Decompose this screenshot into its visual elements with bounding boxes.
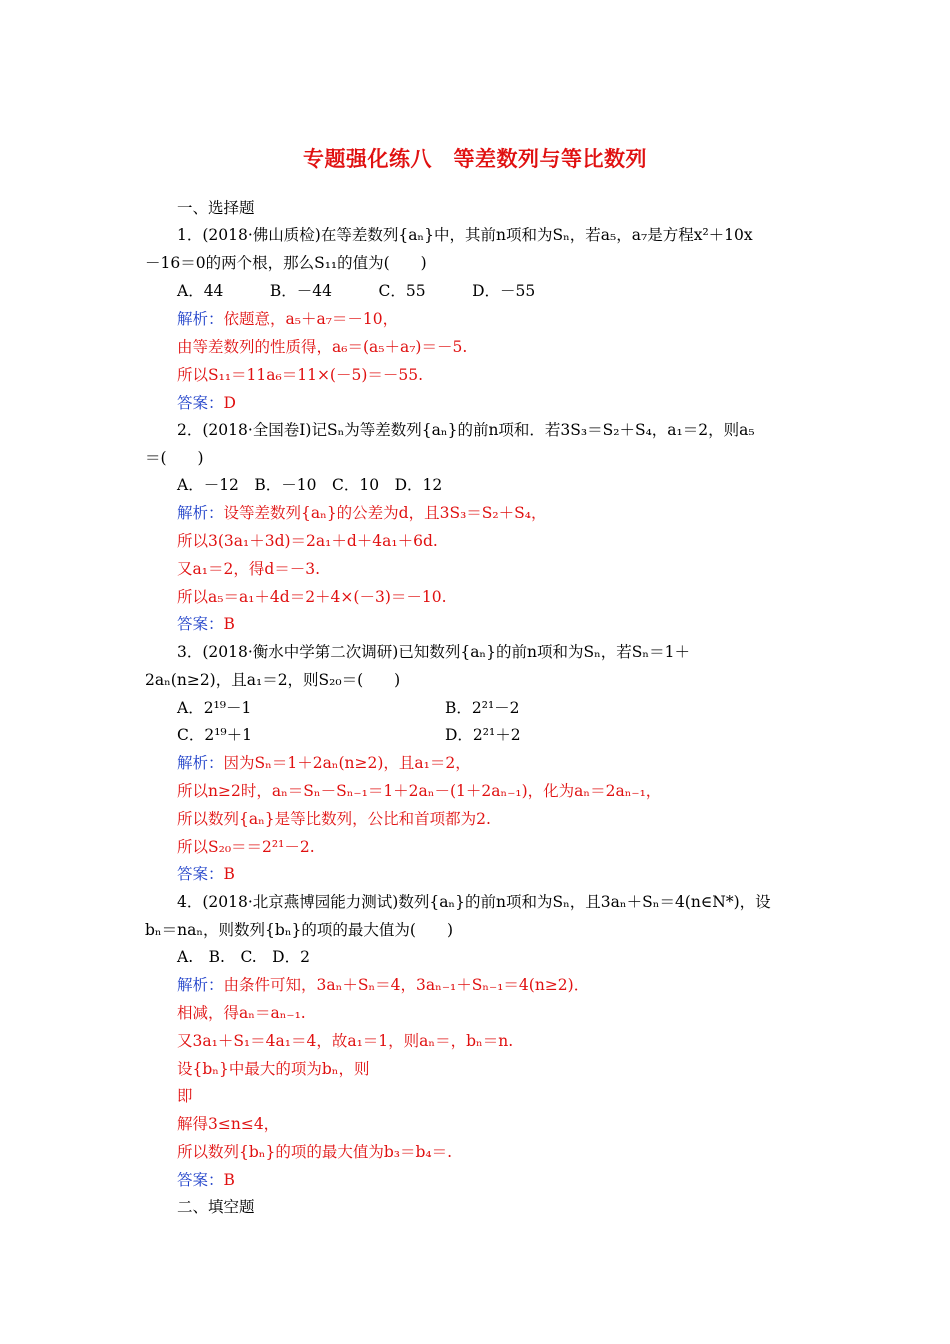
q2-solution-4: 所以a₅＝a₁＋4d＝2＋4×(－3)＝－10. (177, 588, 447, 606)
question-1-text-cont: －16＝0的两个根，那么S₁₁的值为( ) (145, 254, 427, 272)
q4-solution-3: 又3a₁＋S₁＝4a₁＝4，故a₁＝1，则aₙ＝，bₙ＝n. (177, 1032, 514, 1050)
q1-solution-1: 解析：依题意，a₅＋a₇＝－10， (177, 310, 399, 328)
q4-solution-2: 相减，得aₙ＝aₙ₋₁. (177, 1004, 306, 1022)
q4-solution-5: 即 (177, 1087, 193, 1105)
q3-solution-4: 所以S₂₀＝＝2²¹－2. (177, 838, 315, 856)
q3-solution-1: 解析：因为Sₙ＝1＋2aₙ(n≥2)，且a₁＝2， (177, 754, 471, 772)
q1-solution-2: 由等差数列的性质得，a₆＝(a₅＋a₇)＝－5. (177, 338, 468, 356)
answer-label: 答案： (177, 615, 224, 633)
q2-solution-2: 所以3(3a₁＋3d)＝2a₁＋d＋4a₁＋6d. (177, 532, 438, 550)
page-title: 专题强化练八 等差数列与等比数列 (303, 147, 647, 171)
q1-solution-3: 所以S₁₁＝11a₆＝11×(－5)＝－55. (177, 366, 424, 384)
q4-solution-4: 设{bₙ}中最大的项为bₙ，则 (177, 1060, 370, 1078)
section-heading: 二、填空题 (177, 1198, 255, 1216)
analysis-label: 解析： (177, 504, 224, 522)
q2-answer: 答案：B (177, 615, 235, 633)
q4-answer: 答案：B (177, 1171, 235, 1189)
question-4-text-cont: bₙ＝naₙ，则数列{bₙ}的项的最大值为( ) (145, 921, 454, 939)
question-3-text: 3．(2018·衡水中学第二次调研)已知数列{aₙ}的前n项和为Sₙ，若Sₙ＝1＋ (177, 643, 690, 661)
question-4-text: 4．(2018·北京燕博园能力测试)数列{aₙ}的前n项和为Sₙ，且3aₙ＋Sₙ＝4(n∈N*)，设 (177, 893, 771, 911)
question-2-text: 2．(2018·全国卷Ⅰ)记Sₙ为等差数列{aₙ}的前n项和．若3S₃＝S₂＋S₄，a₁＝2，则a₅ (177, 421, 755, 439)
section-heading: 一、选择题 (177, 199, 255, 217)
question-3-option-c: C．2¹⁹＋1 (177, 726, 253, 744)
answer-label: 答案： (177, 394, 224, 412)
analysis-label: 解析： (177, 310, 224, 328)
question-2-options: A．－12 B．－10 C．10 D．12 (177, 476, 443, 494)
question-1-text: 1．(2018·佛山质检)在等差数列{aₙ}中，其前n项和为Sₙ，若a₅，a₇是方程x²＋10x (177, 226, 753, 244)
q4-solution-7: 所以数列{bₙ}的项的最大值为b₃＝b₄＝. (177, 1143, 453, 1161)
question-3-text-cont: 2aₙ(n≥2)，且a₁＝2，则S₂₀＝( ) (145, 671, 401, 689)
q3-solution-3: 所以数列{aₙ}是等比数列，公比和首项都为2. (177, 810, 491, 828)
question-3-option-d: D．2²¹＋2 (445, 726, 521, 744)
q2-solution-1: 解析：设等差数列{aₙ}的公差为d，且3S₃＝S₂＋S₄， (177, 504, 547, 522)
question-3-option-b: B．2²¹－2 (445, 699, 520, 717)
q2-solution-3: 又a₁＝2，得d＝－3. (177, 560, 321, 578)
question-4-options: A. B. C. D．2 (177, 948, 310, 966)
answer-label: 答案： (177, 1171, 224, 1189)
q1-answer: 答案：D (177, 394, 236, 412)
q3-solution-2: 所以n≥2时，aₙ＝Sₙ－Sₙ₋₁＝1＋2aₙ－(1＋2aₙ₋₁)，化为aₙ＝2aₙ₋₁， (177, 782, 662, 800)
question-2-text-cont: ＝( ) (145, 449, 204, 467)
q3-answer: 答案：B (177, 865, 235, 883)
question-1-options: A．44 B．－44 C．55 D．－55 (177, 282, 536, 300)
analysis-label: 解析： (177, 976, 224, 994)
analysis-label: 解析： (177, 754, 224, 772)
q4-solution-1: 解析：由条件可知，3aₙ＋Sₙ＝4，3aₙ₋₁＋Sₙ₋₁＝4(n≥2)． (177, 976, 590, 994)
q4-solution-6: 解得3≤n≤4， (177, 1115, 280, 1133)
answer-label: 答案： (177, 865, 224, 883)
question-3-option-a: A．2¹⁹－1 (177, 699, 252, 717)
